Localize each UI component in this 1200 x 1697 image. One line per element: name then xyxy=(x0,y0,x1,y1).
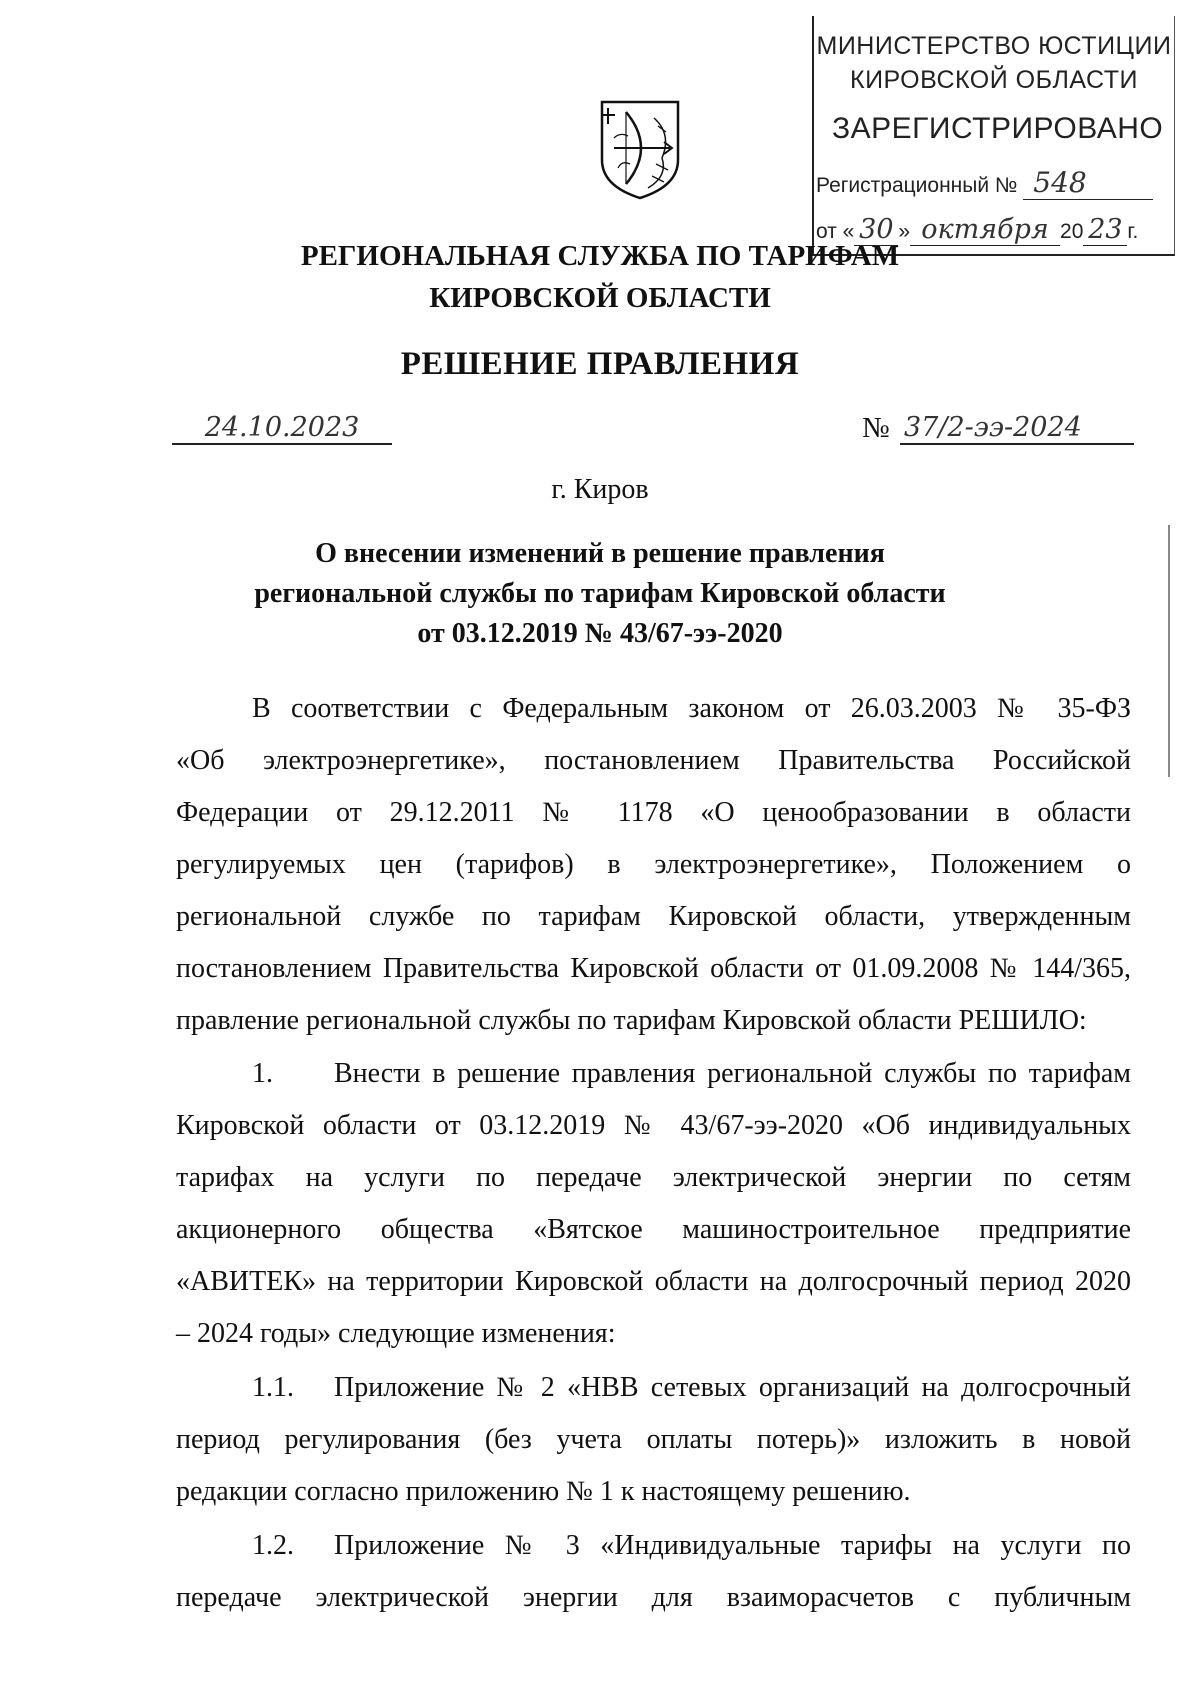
coat-of-arms-icon xyxy=(598,98,682,202)
stamp-date-year: 23 xyxy=(1083,214,1127,246)
stamp-date-month: октября xyxy=(910,214,1060,246)
item-text: Приложение № 2 «НВВ сетевых организаций на долгосрочный xyxy=(334,1372,1131,1403)
title-line2: региональной службы по тарифам Кировской области xyxy=(254,578,946,609)
body-line: – 2024 годы» следующие изменения: xyxy=(176,1318,616,1349)
item-number: 1.2. xyxy=(252,1530,294,1561)
body-line: «Об электроэнергетике», постановлением Правительства Российской xyxy=(176,745,1131,776)
document-date: 24.10.2023 xyxy=(172,412,392,445)
body-line: Федерации от 29.12.2011 № 1178 «О ценообразовании в области xyxy=(176,797,1131,828)
document-type: РЕШЕНИЕ ПРАВЛЕНИЯ xyxy=(400,346,800,382)
stamp-registered: ЗАРЕГИСТРИРОВАНО xyxy=(832,112,1164,145)
stamp-reg-label: Регистрационный № xyxy=(816,174,1018,197)
stamp-reg-number-line xyxy=(816,166,1153,200)
body-line: региональной службе по тарифам Кировской области, утвержденным xyxy=(176,901,1131,932)
stamp-date-mid: » xyxy=(898,220,911,243)
stamp-date-year-prefix: 20 xyxy=(1060,220,1084,243)
body-line: акционерного общества «Вятское машиностроительное предприятие xyxy=(176,1214,1131,1245)
stamp-region: КИРОВСКОЙ ОБЛАСТИ xyxy=(850,66,1138,94)
item-number: 1.1. xyxy=(252,1372,294,1403)
item-1-2-line xyxy=(252,1530,1131,1562)
org-name-line1: РЕГИОНАЛЬНАЯ СЛУЖБА ПО ТАРИФАМ xyxy=(300,240,900,272)
body-line: «АВИТЕК» на территории Кировской области на долгосрочный период 2020 xyxy=(176,1266,1131,1297)
body-line: редакции согласно приложению № 1 к настоящему решению. xyxy=(176,1476,911,1507)
body-line: Кировской области от 03.12.2019 № 43/67-ээ-2020 «Об индивидуальных xyxy=(176,1110,1131,1141)
stamp-date-day: 30 xyxy=(854,214,898,246)
scan-edge-line xyxy=(1168,525,1170,777)
stamp-ministry: МИНИСТЕРСТВО ЮСТИЦИИ xyxy=(816,32,1172,60)
body-line: тарифах на услуги по передаче электрической энергии по сетям xyxy=(176,1162,1131,1193)
title-line1: О внесении изменений в решение правления xyxy=(315,538,885,569)
number-sign: № xyxy=(862,412,890,444)
registration-stamp xyxy=(812,16,1175,256)
body-line: постановлением Правительства Кировской области от 01.09.2008 № 144/365, xyxy=(176,953,1131,984)
item-text: Внести в решение правления региональной службы по тарифам xyxy=(334,1058,1131,1089)
body-line: правление региональной службы по тарифам Кировской области РЕШИЛО: xyxy=(176,1005,1087,1036)
document-number: 37/2-ээ-2024 xyxy=(900,412,1134,445)
stamp-date-prefix: от « xyxy=(816,220,855,243)
org-name-line2: КИРОВСКОЙ ОБЛАСТИ xyxy=(429,282,771,314)
stamp-reg-number: 548 xyxy=(1023,166,1153,200)
item-number: 1. xyxy=(252,1058,273,1089)
body-line: передаче электрической энергии для взаиморасчетов с публичным xyxy=(176,1582,1131,1613)
body-line: период регулирования (без учета оплаты потерь)» изложить в новой xyxy=(176,1424,1131,1455)
city: г. Киров xyxy=(551,474,649,505)
stamp-date-suffix: г. xyxy=(1127,220,1139,243)
body-line: регулируемых цен (тарифов) в электроэнергетике», Положением о xyxy=(176,849,1131,880)
item-1-1-line xyxy=(252,1372,1131,1404)
title-line3: от 03.12.2019 № 43/67-ээ-2020 xyxy=(417,618,783,649)
item-1-line xyxy=(252,1058,1131,1090)
item-text: Приложение № 3 «Индивидуальные тарифы на услуги по xyxy=(334,1530,1131,1561)
body-line: В соответствии с Федеральным законом от 26.03.2003 № 35-ФЗ xyxy=(252,693,1131,724)
